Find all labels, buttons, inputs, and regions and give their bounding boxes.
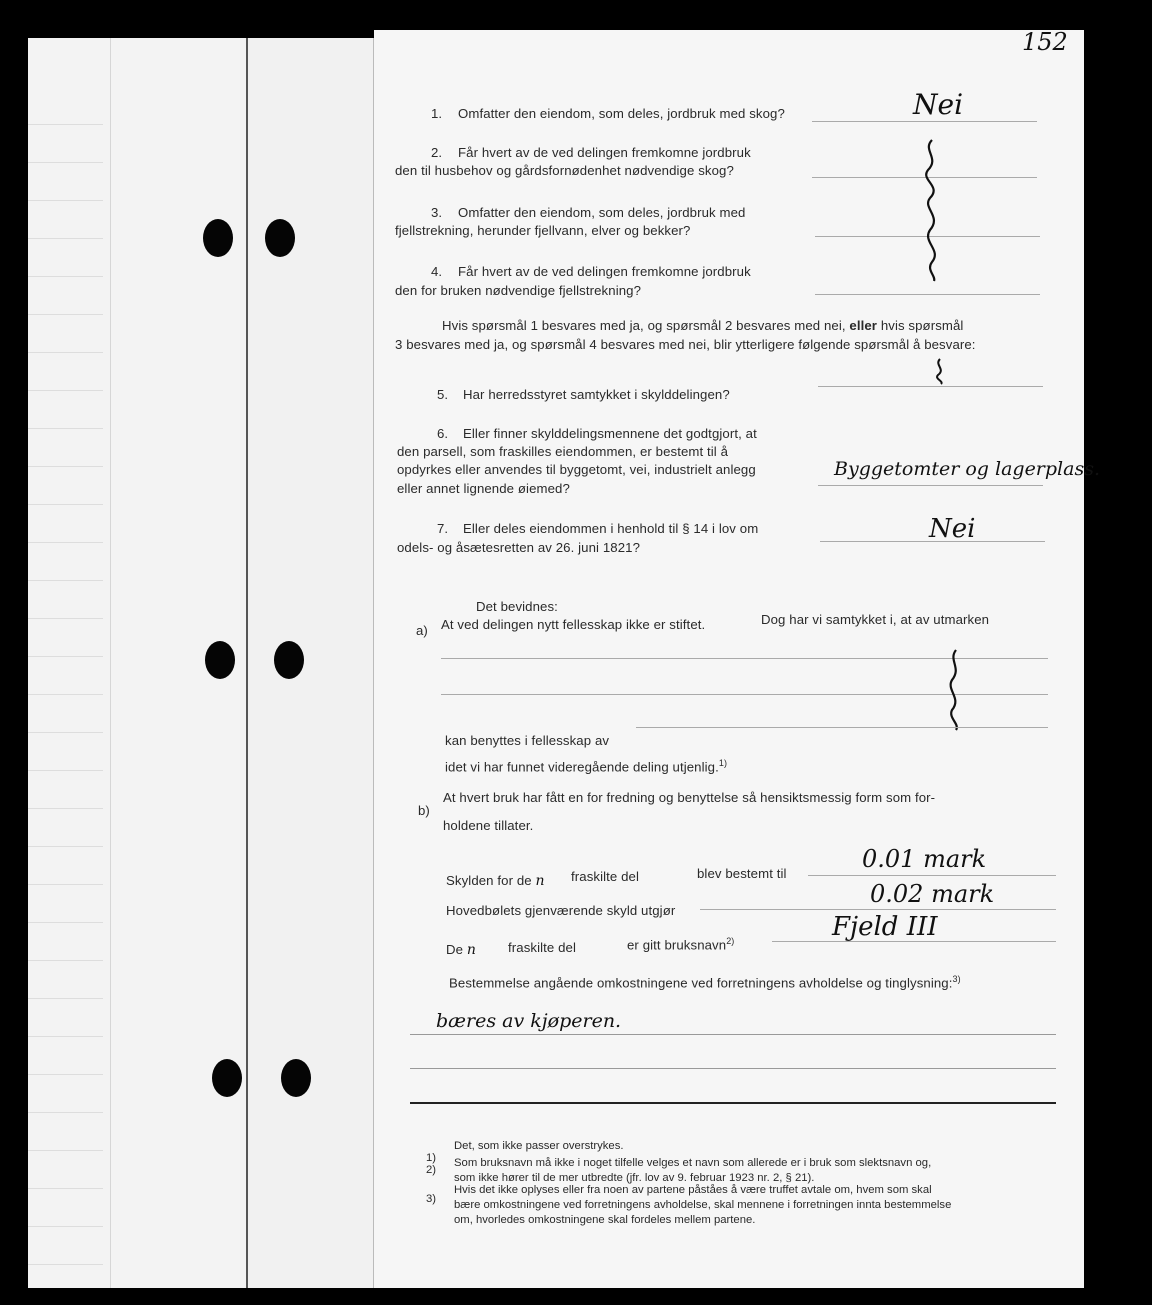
- blank-line: [410, 1034, 1056, 1035]
- skyld-label-1c: blev bestemt til: [697, 866, 787, 881]
- ruled-line: [28, 998, 103, 999]
- closing-rule: [410, 1102, 1056, 1104]
- q7-number: 7.: [437, 521, 449, 536]
- q4-text-1: Får hvert av de ved delingen fremkomne jordbruk: [458, 264, 751, 279]
- q4-text-2: den for bruken nødvendige fjellstrekning?: [395, 283, 642, 298]
- q6-text-1: Eller finner skylddelingsmennene det godtgjort, at: [463, 426, 757, 441]
- ruled-line: [28, 352, 103, 353]
- punch-hole: [281, 1059, 311, 1097]
- a-label: a): [416, 623, 428, 638]
- answer-line: [700, 909, 1056, 910]
- q6-number: 6.: [437, 426, 449, 441]
- punch-hole: [212, 1059, 242, 1097]
- ruled-line: [28, 656, 103, 657]
- skyld-label-3: [446, 942, 476, 958]
- answer-line: [818, 485, 1043, 486]
- footnote-mark: 1): [426, 1152, 437, 1164]
- skyld-label-3c: [627, 936, 734, 952]
- a-text-3: kan benyttes i fellesskap av: [445, 733, 610, 748]
- ruled-line: [28, 1150, 103, 1151]
- answer-line: [818, 386, 1043, 387]
- ruled-line: [28, 466, 103, 467]
- margin-line: [110, 38, 111, 1288]
- b-label: b): [418, 803, 430, 818]
- answer-line: [808, 875, 1056, 876]
- ruled-line: [28, 124, 103, 125]
- q6-text-3: opdyrkes eller anvendes til byggetomt, vei, industrielt anlegg: [397, 462, 756, 477]
- ruled-line: [28, 504, 103, 505]
- q2-text-2: den til husbehov og gårdsfornødenhet nødvendige skog?: [395, 163, 734, 178]
- footnote-3-line-1: Hvis det ikke oplyses eller fra noen av partene påståes å være truffet avtale om, hvem som skal: [454, 1184, 932, 1196]
- skyld-handwriting: n: [535, 873, 545, 889]
- binding-gutter: [248, 38, 374, 1288]
- blank-line: [410, 1068, 1056, 1069]
- page-number: 152: [1022, 28, 1068, 56]
- ruled-line: [28, 1074, 103, 1075]
- ruled-line: [28, 542, 103, 543]
- q3-text-1: Omfatter den eiendom, som deles, jordbruk med: [458, 205, 746, 220]
- q6-answer: Byggetomter og lagerplass.: [834, 458, 1100, 480]
- skyld-text: er gitt bruksnavn: [627, 937, 727, 953]
- ruled-line: [28, 1226, 103, 1227]
- punch-hole: [274, 641, 304, 679]
- skyld-answer-2: 0.02 mark: [870, 880, 995, 908]
- q6-text-2: den parsell, som fraskilles eiendommen, er bestemt til å: [397, 444, 729, 459]
- q7-answer: Nei: [929, 514, 976, 544]
- omkost-text: [449, 974, 961, 990]
- footnote-2-line-2: som ikke hører til de mer utbredte (jfr. lov av 9. februar 1923 nr. 2, § 21).: [454, 1172, 815, 1184]
- ditto-mark: [932, 357, 948, 385]
- q4-number: 4.: [431, 264, 443, 279]
- footnote-mark: 3): [426, 1193, 437, 1205]
- punch-hole: [205, 641, 235, 679]
- ruled-line: [28, 580, 103, 581]
- a-text-2: Dog har vi samtykket i, at av utmarken: [761, 612, 990, 627]
- b-text-1: At hvert bruk har fått en for fredning og benyttelse så hensiktsmessig form som for-: [443, 790, 936, 805]
- ruled-line: [28, 428, 103, 429]
- bevidnes-intro: Det bevidnes:: [476, 599, 558, 614]
- footnote-ref: 3): [952, 974, 961, 984]
- a-text-4: [445, 758, 727, 774]
- punch-hole: [203, 219, 233, 257]
- q1-text: Omfatter den eiendom, som deles, jordbruk med skog?: [458, 106, 785, 121]
- ruled-line: [28, 1112, 103, 1113]
- skyld-label-1b: fraskilte del: [571, 869, 639, 884]
- skyld-text: De: [446, 942, 464, 957]
- conditional-line-2: 3 besvares med ja, og spørsmål 4 besvares med nei, blir ytterligere følgende spørsmål å besvare:: [395, 337, 976, 352]
- omkost-answer: bæres av kjøperen.: [436, 1010, 622, 1032]
- footnote-mark: 2): [426, 1164, 437, 1176]
- footnote-ref: 1): [718, 758, 728, 768]
- ruled-line: [28, 694, 103, 695]
- q2-text-1: Får hvert av de ved delingen fremkomne jordbruk: [458, 145, 751, 160]
- ruled-line: [28, 618, 103, 619]
- q3-text-2: fjellstrekning, herunder fjellvann, elver og bekker?: [395, 223, 691, 238]
- footnote-3-line-2: bære omkostningene ved forretningens avholdelse, skal mennene i forretningen innta bestemmelse: [454, 1199, 952, 1211]
- q5-text: Har herredsstyret samtykket i skylddelingen?: [463, 387, 730, 402]
- omkost-body: Bestemmelse angående omkostningene ved forretningens avholdelse og tinglysning:: [449, 975, 953, 991]
- skyld-label-1: [446, 873, 545, 889]
- conditional-bold: eller: [849, 318, 878, 333]
- q1-answer: Nei: [913, 88, 964, 121]
- a-text-4-body: idet vi har funnet videregående deling utjenlig.: [445, 759, 719, 775]
- ruled-line: [28, 846, 103, 847]
- q6-text-4: eller annet lignende øiemed?: [397, 481, 570, 496]
- ruled-line: [28, 1264, 103, 1265]
- ruled-line: [28, 960, 103, 961]
- footnote-1: Det, som ikke passer overstrykes.: [454, 1140, 624, 1152]
- ruled-line: [28, 732, 103, 733]
- punch-hole: [265, 219, 295, 257]
- ruled-line: [28, 1188, 103, 1189]
- ruled-line: [28, 276, 103, 277]
- skyld-handwriting: n: [466, 942, 476, 958]
- q3-number: 3.: [431, 205, 443, 220]
- q1-number: 1.: [431, 106, 443, 121]
- ruled-line: [28, 922, 103, 923]
- skyld-label-3b: fraskilte del: [508, 940, 576, 955]
- q2-number: 2.: [431, 145, 443, 160]
- ruled-line: [28, 390, 103, 391]
- footnote-2-line-1: Som bruksnavn må ikke i noget tilfelle velges et navn som allerede er i bruk som slektsnavn og,: [454, 1157, 932, 1169]
- conditional-text: Hvis spørsmål 1 besvares med ja, og spørsmål 2 besvares med nei,: [442, 318, 846, 333]
- ruled-line: [28, 238, 103, 239]
- conditional-text: hvis spørsmål: [880, 318, 964, 333]
- conditional-line-1: [442, 318, 963, 333]
- ruled-line: [28, 808, 103, 809]
- q7-text-1: Eller deles eiendommen i henhold til § 14 i lov om: [463, 521, 759, 536]
- footnote-ref: 2): [726, 936, 735, 946]
- ruled-line: [28, 162, 103, 163]
- ditto-stroke: [944, 648, 966, 732]
- ruled-line: [28, 884, 103, 885]
- skyld-label-2: Hovedbølets gjenværende skyld utgjør: [446, 903, 676, 918]
- skyld-answer-1: 0.01 mark: [862, 845, 987, 873]
- b-text-2: holdene tillater.: [443, 818, 534, 833]
- skyld-answer-3: Fjeld III: [832, 912, 938, 942]
- ruled-line: [28, 770, 103, 771]
- ruled-line: [28, 1036, 103, 1037]
- ruled-line: [28, 200, 103, 201]
- ditto-stroke: [918, 138, 948, 283]
- q5-number: 5.: [437, 387, 449, 402]
- blank-line: [636, 727, 1048, 728]
- footnote-3-line-3: om, hvorledes omkostningene skal fordeles mellem partene.: [454, 1214, 756, 1226]
- answer-line: [815, 294, 1040, 295]
- ruled-line: [28, 314, 103, 315]
- q7-text-2: odels- og åsætesretten av 26. juni 1821?: [397, 540, 640, 555]
- answer-line: [812, 121, 1037, 122]
- skyld-text: Skylden for de: [446, 873, 532, 888]
- a-text-1: At ved delingen nytt fellesskap ikke er stiftet.: [441, 617, 706, 632]
